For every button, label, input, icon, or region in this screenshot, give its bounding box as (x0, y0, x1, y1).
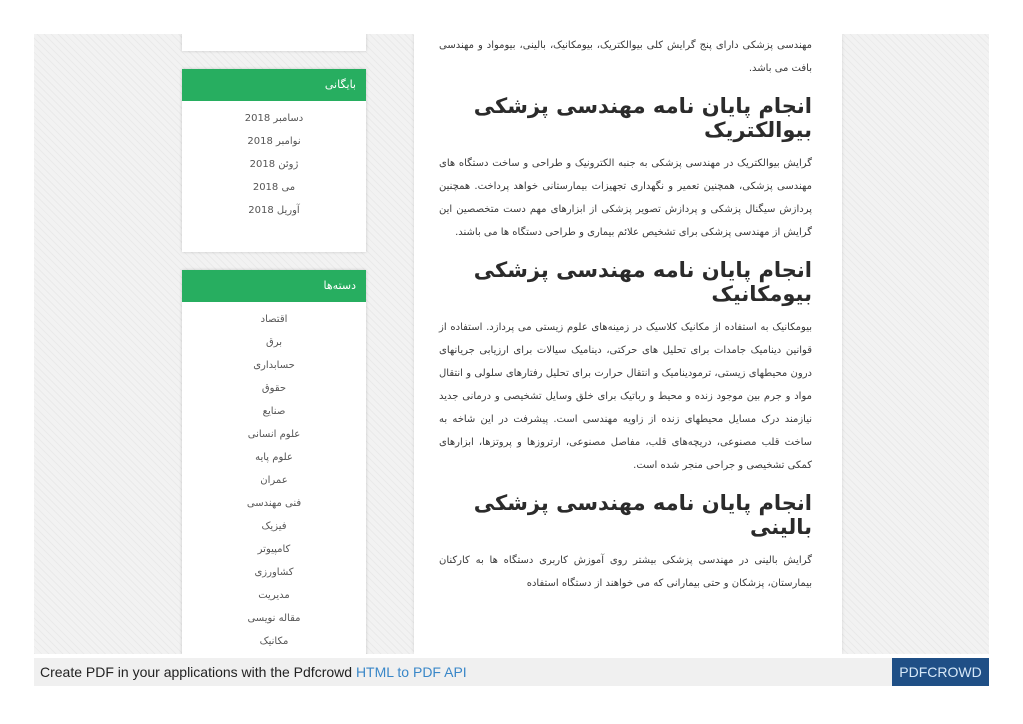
category-link[interactable]: مکانیک (259, 636, 289, 647)
article-column (414, 34, 842, 654)
previous-widget-bottom (182, 34, 366, 51)
section-text-biomechanics: بیومکانیک به استفاده از مکانیک کلاسیک در زمینه‌های علوم زیستی می پردازد. استفاده از قوانین دینامیک جامدات برای تحلیل های حرکتی، دینامیک سیالات برای ارزیابی جریانهای درون محیطهای زیستی، ترمودینامیک و انتقال حرارت برای تحلیل رفتارهای سلولی و انتقال مواد و جرم بین موجود زنده و محیط و رباتیک برای خلق وسایل تشخیصی و درمانی جدید نیازمند درک مسایل محیطهای زنده از زاویه مهندسی است. پیشرفت در این شاخه به ساخت قلب مصنوعی، دریچه‌های قلب، مفاصل مصنوعی، ارتروزها و پروتزها، ابزارهای کمکی تشخیصی و جراحی منجر شده است. (439, 322, 812, 471)
category-link[interactable]: کشاورزی (254, 567, 294, 578)
categories-widget (182, 270, 366, 654)
category-link[interactable]: برق (265, 337, 283, 348)
category-link[interactable]: فنی مهندسی (246, 498, 302, 509)
page-background (34, 34, 989, 654)
html-to-pdf-api-link[interactable]: HTML to PDF API (355, 664, 467, 680)
categories-list (182, 302, 366, 653)
article-intro: مهندسی پزشکی دارای پنج گرایش کلی بیوالکتریک، بیومکانیک، بالینی، بیومواد و مهندسی بافت می باشد. (439, 40, 812, 74)
pdfcrowd-footer-prefix: Create PDF in your applications with the Pdfcrowd (40, 664, 356, 680)
archive-link-jun-2018[interactable]: ژوئن 2018 (249, 159, 299, 170)
section-heading-bioelectric: انجام پایان نامه مهندسی پزشکی بیوالکتریک (473, 94, 812, 142)
category-link[interactable]: اقتصاد (260, 314, 288, 325)
archive-link-apr-2018[interactable]: آوریل 2018 (248, 205, 300, 216)
archive-link-dec-2018[interactable]: دسامبر 2018 (244, 113, 304, 124)
section-heading-clinical: انجام پایان نامه مهندسی پزشکی بالینی (473, 491, 812, 539)
categories-widget-title: دسته‌ها (182, 270, 366, 302)
category-link[interactable]: عمران (260, 475, 288, 486)
category-link[interactable]: کامپیوتر (257, 544, 291, 555)
category-link[interactable]: علوم پایه (255, 452, 293, 463)
article-body (439, 34, 812, 595)
category-link[interactable]: حقوق (261, 383, 287, 394)
section-text-clinical: گرایش بالینی در مهندسی پزشکی بیشتر روی آموزش کاربری دستگاه ها به کارکنان بیمارستان، پزشکان و حتی بیمارانی که می خواهند از دستگاه استفاده (439, 555, 812, 589)
archive-link-nov-2018[interactable]: نوامبر 2018 (247, 136, 301, 147)
archive-widget (182, 69, 366, 252)
category-link[interactable]: فیزیک (261, 521, 287, 532)
archive-widget-title: بایگانی (182, 69, 366, 101)
archive-link-may-2018[interactable]: می 2018 (252, 182, 296, 193)
section-heading-biomechanics: انجام پایان نامه مهندسی پزشکی بیومکانیک (473, 258, 812, 306)
section-text-bioelectric: گرایش بیوالکتریک در مهندسی پزشکی به جنبه الکترونیک و طراحی و ساخت دستگاه های مهندسی پزشکی، همچنین تعمیر و نگهداری تجهیزات بیمارستانی خواهد پرداخت. همچنین پردازش سیگنال پزشکی و پردازش تصویر پزشکی از ابزارهای مهم دست متخصصین این گرایش از مهندسی پزشکی برای تشخیص علائم بیماری و طراحی دستگاه ها می باشند. (439, 158, 812, 238)
category-link[interactable]: حسابداری (253, 360, 295, 371)
pdfcrowd-footer (34, 658, 989, 686)
category-link[interactable]: مدیریت (258, 590, 290, 601)
archive-list (182, 101, 366, 222)
category-link[interactable]: مقاله نویسی (247, 613, 301, 624)
category-link[interactable]: صنایع (262, 406, 286, 417)
pdfcrowd-logo-button[interactable]: PDFCROWD (892, 658, 989, 686)
category-link[interactable]: علوم انسانی (247, 429, 301, 440)
pdfcrowd-footer-text (40, 658, 467, 686)
